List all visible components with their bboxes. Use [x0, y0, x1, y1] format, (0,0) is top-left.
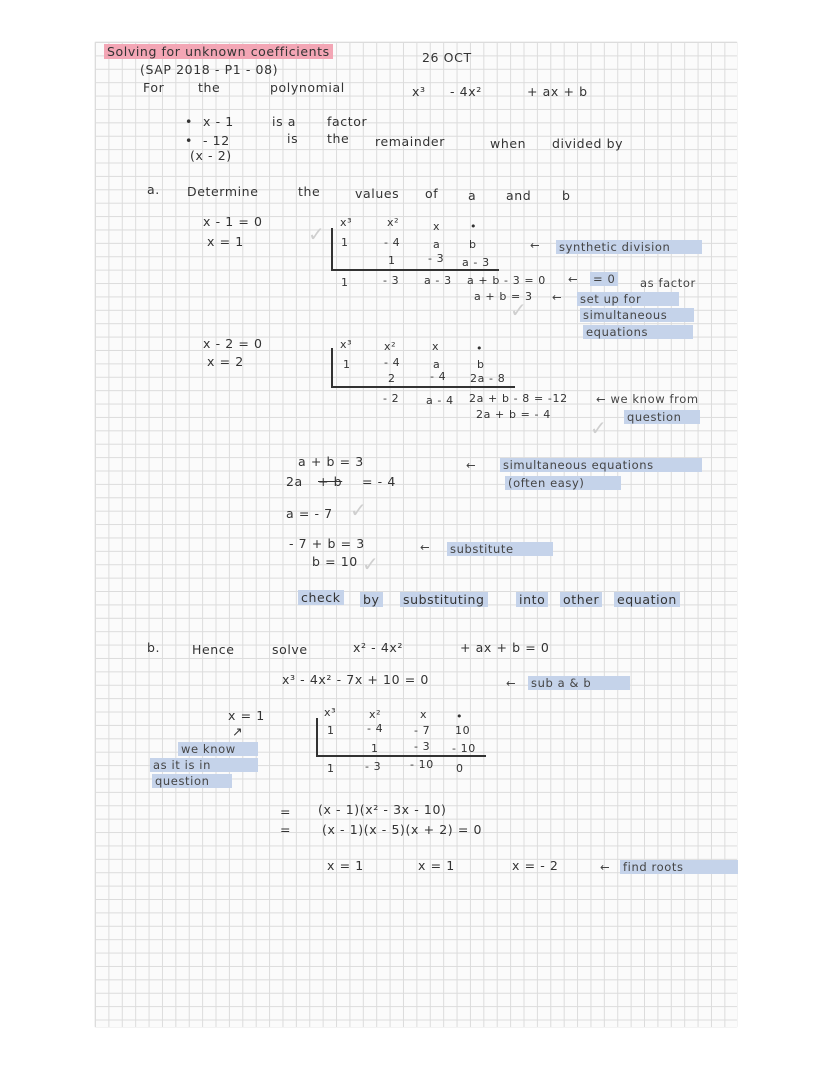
b1-is-a: is a — [272, 114, 297, 129]
arrow-left-3: ← — [552, 290, 563, 304]
check-word-4: into — [516, 592, 548, 607]
note-simultaneous: simultaneous — [580, 308, 694, 322]
div1-r1-c4: b — [469, 238, 477, 251]
tick-mark-4: ✓ — [350, 498, 367, 522]
b-solve: solve — [272, 642, 308, 657]
a-and: and — [506, 188, 532, 203]
b-div-r1-c4: 10 — [455, 724, 471, 737]
note-synthetic-division: synthetic division — [556, 240, 702, 254]
b-div-h-x: x — [420, 708, 428, 721]
part-a-label: a. — [147, 182, 160, 197]
div1-eq1: x - 1 = 0 — [203, 214, 263, 229]
q-word-polynomial: polynomial — [270, 80, 345, 95]
div2-r1-c1: 1 — [343, 358, 351, 371]
tick-mark-3: ✓ — [590, 416, 607, 440]
div1-r2-c3: - 3 — [428, 252, 445, 265]
note-as-factor: as factor — [640, 276, 696, 290]
sim-eq2-b: + b — [318, 474, 343, 489]
sim-a-value: a = - 7 — [286, 506, 333, 521]
b-hence: Hence — [192, 642, 235, 657]
b-div-res-c3: - 10 — [410, 758, 434, 771]
check-word-6: equation — [614, 592, 680, 607]
q-word-the: the — [198, 80, 221, 95]
note-substitute: substitute — [447, 542, 553, 556]
div2-rule — [331, 386, 515, 388]
div1-h-x2: x² — [387, 216, 400, 229]
a-var-a: a — [468, 188, 477, 203]
arrow-left-1: ← — [530, 238, 541, 252]
b-eq-sign-1: = — [280, 804, 292, 819]
sim-eq1: a + b = 3 — [298, 454, 364, 469]
a-determine: Determine — [187, 184, 259, 199]
div1-h-const: • — [470, 220, 478, 233]
div2-r1-c2: - 4 — [384, 356, 401, 369]
tick-mark-1: ✓ — [308, 222, 325, 246]
b-div-r1-c3: - 7 — [414, 724, 431, 737]
b-div-r2-c4: - 10 — [452, 742, 476, 755]
a-the: the — [298, 184, 321, 199]
b-factored-1: (x - 1)(x² - 3x - 10) — [318, 802, 447, 817]
sim-b-value: b = 10 — [312, 554, 358, 569]
b2-minus-12: - 12 — [203, 133, 230, 148]
note-we-know: we know — [178, 742, 258, 756]
div2-res-c4: 2a + b - 8 = -12 — [469, 392, 568, 405]
div1-r1-c3: a — [433, 238, 441, 251]
b-div-r1-c2: - 4 — [367, 722, 384, 735]
note-equations: equations — [583, 325, 693, 339]
arrow-left-2: ← — [568, 272, 579, 286]
div2-r2-c3: - 4 — [430, 370, 447, 383]
div2-eq2: x = 2 — [207, 354, 244, 369]
b-div-h-const: • — [456, 710, 464, 723]
note-setup: set up for — [577, 292, 679, 306]
div2-eq1: x - 2 = 0 — [203, 336, 263, 351]
question-source: (SAP 2018 - P1 - 08) — [140, 62, 279, 77]
note-simultaneous-equations: simultaneous equations — [500, 458, 702, 472]
note-question: question — [624, 410, 700, 424]
b1-factor: factor — [327, 114, 368, 129]
a-var-b: b — [562, 188, 571, 203]
sim-substitute-eq: - 7 + b = 3 — [289, 536, 365, 551]
div2-r1-c4: b — [477, 358, 485, 371]
b-factored-2: (x - 1)(x - 5)(x + 2) = 0 — [322, 822, 483, 837]
b-div-res-c2: - 3 — [365, 760, 382, 773]
div1-r2-c4: a - 3 — [462, 256, 490, 269]
check-word-1: check — [298, 590, 344, 605]
b-eq-sign-2: = — [280, 822, 292, 837]
div2-res-c2: - 2 — [383, 392, 400, 405]
arrow-left-4: ← — [466, 458, 477, 472]
b-div-r1-c1: 1 — [327, 724, 335, 737]
b-eq-part2: + ax + b = 0 — [460, 640, 550, 655]
div1-h-x: x — [433, 220, 441, 233]
div2-res-c3: a - 4 — [426, 394, 454, 407]
div1-res-c2: - 3 — [383, 274, 400, 287]
part-b-label: b. — [147, 640, 161, 655]
b-root-guess: x = 1 — [228, 708, 265, 723]
b-arrow-up: ↗ — [232, 724, 244, 739]
b-root-3: x = - 2 — [512, 858, 559, 873]
note-equals-zero: = 0 — [590, 272, 618, 286]
b2-divided-by: divided by — [552, 136, 624, 151]
div1-r1-c1: 1 — [341, 236, 349, 249]
b-div-left-bar — [316, 718, 318, 756]
b2-x-minus-2: (x - 2) — [190, 148, 232, 163]
div2-r1-c3: a — [433, 358, 441, 371]
check-word-3: substituting — [400, 592, 488, 607]
b-root-2: x = 1 — [418, 858, 455, 873]
div2-h-x: x — [432, 340, 440, 353]
div1-eq-ab: a + b = 3 — [474, 290, 533, 303]
page-date: 26 OCT — [422, 50, 472, 65]
check-word-5: other — [560, 592, 602, 607]
a-values: values — [355, 186, 400, 201]
q-term-axb: + ax + b — [527, 84, 588, 99]
b-eq-part1: x² - 4x² — [353, 640, 404, 655]
div1-res-c3: a - 3 — [424, 274, 452, 287]
note-often-easy: (often easy) — [505, 476, 621, 490]
arrow-left-6: ← — [506, 676, 517, 690]
div1-rule — [331, 269, 499, 271]
div2-eq-2ab: 2a + b = - 4 — [476, 408, 551, 421]
page-title: Solving for unknown coefficients — [104, 44, 333, 59]
note-as-it-is-in: as it is in — [150, 758, 258, 772]
q-word-for: For — [143, 80, 165, 95]
b2-when: when — [490, 136, 527, 151]
q-term-4x2: - 4x² — [450, 84, 482, 99]
a-of: of — [425, 186, 439, 201]
div1-res-c4: a + b - 3 = 0 — [467, 274, 546, 287]
q-term-x3: x³ — [412, 84, 426, 99]
div1-eq2: x = 1 — [207, 234, 244, 249]
b2-remainder: remainder — [375, 134, 445, 149]
b2-the: the — [327, 131, 350, 146]
b-div-res-c1: 1 — [327, 762, 335, 775]
note-we-know-from: ← we know from — [596, 392, 699, 406]
arrow-left-7: ← — [600, 860, 611, 874]
b-div-res-c4: 0 — [456, 762, 464, 775]
b-root-1: x = 1 — [327, 858, 364, 873]
tick-mark-5: ✓ — [362, 552, 379, 576]
div2-r2-c4: 2a - 8 — [470, 372, 506, 385]
div1-res-c1: 1 — [341, 276, 349, 289]
b-div-rule — [316, 755, 486, 757]
sim-eq2-c: = - 4 — [362, 474, 396, 489]
b-substituted-eq: x³ - 4x² - 7x + 10 = 0 — [282, 672, 429, 687]
note-question-b: question — [152, 774, 232, 788]
bullet-1: • — [185, 114, 193, 129]
div2-h-x2: x² — [384, 340, 397, 353]
div1-r2-c2: 1 — [388, 254, 396, 267]
sim-eq2-a: 2a — [286, 474, 303, 489]
b2-is: is — [287, 131, 299, 146]
b-div-h-x3: x³ — [324, 706, 337, 719]
arrow-left-5: ← — [420, 540, 431, 554]
b1-x-minus-1: x - 1 — [203, 114, 234, 129]
div1-h-x3: x³ — [340, 216, 353, 229]
b-div-r2-c3: - 3 — [414, 740, 431, 753]
div2-r2-c2: 2 — [388, 372, 396, 385]
div2-h-const: • — [476, 342, 484, 355]
div2-h-x3: x³ — [340, 338, 353, 351]
note-sub-a-b: sub a & b — [528, 676, 630, 690]
b-div-r2-c2: 1 — [371, 742, 379, 755]
div1-r1-c2: - 4 — [384, 236, 401, 249]
div1-left-bar — [331, 228, 333, 270]
check-word-2: by — [360, 592, 383, 607]
note-find-roots: find roots — [620, 860, 738, 874]
div2-left-bar — [331, 348, 333, 388]
bullet-2: • — [185, 133, 193, 148]
b-div-h-x2: x² — [369, 708, 382, 721]
tick-mark-2: ✓ — [510, 298, 527, 322]
